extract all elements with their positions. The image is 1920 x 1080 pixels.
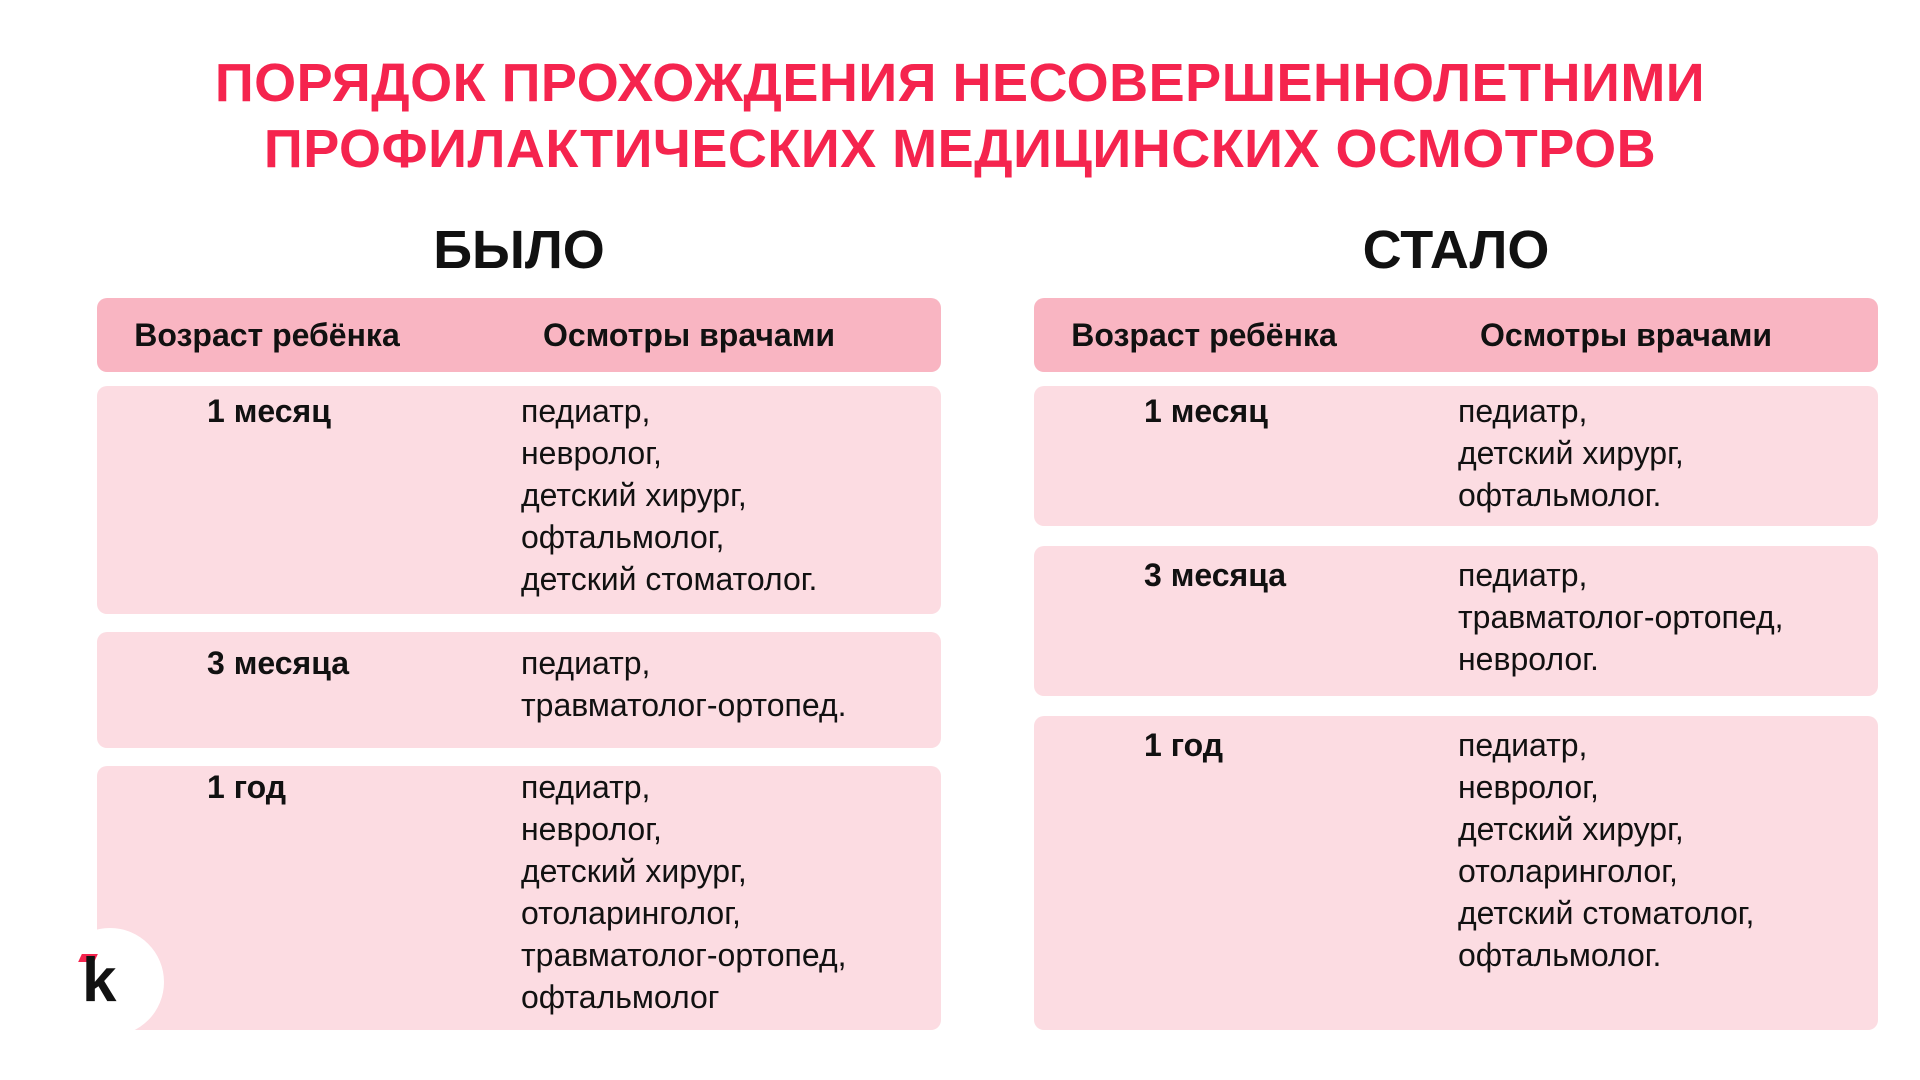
before-table-header [97,298,941,372]
doctor-item: педиатр, [521,393,651,429]
doctor-item: невролог. [1458,641,1599,677]
after-heading: СТАЛО [1362,220,1550,280]
doctor-item: отоларинголог, [521,895,741,931]
before-header-age: Возраст ребёнка [134,317,400,353]
doctor-item: травматолог-ортопед, [1458,599,1784,635]
before-header-doctors: Осмотры врачами [542,317,836,353]
row-age: 1 год [207,769,287,805]
doctor-item: педиатр, [521,645,651,681]
row-doctors-list [521,642,847,726]
doctor-item: отоларинголог, [1458,853,1678,889]
doctor-item: детский хирург, [521,853,747,889]
doctor-item: детский хирург, [521,477,747,513]
doctor-item: офтальмолог. [1458,477,1662,513]
row-age: 3 месяца [1144,557,1287,593]
row-doctors-list [1458,554,1784,680]
before-row-1-month [97,386,941,614]
before-row-1-year [97,766,941,1030]
row-doctors-list [521,766,847,1018]
doctor-item: детский хирург, [1458,811,1684,847]
row-doctors-list [1458,724,1754,976]
after-row-3-months [1034,546,1878,696]
after-header-doctors: Осмотры врачами [1479,317,1773,353]
row-age: 1 месяц [207,393,331,429]
page-title [0,50,1920,182]
doctor-item: педиатр, [1458,393,1588,429]
k-logo-icon [56,928,164,1036]
doctor-item: педиатр, [521,769,651,805]
logo-letter: k [82,946,117,1015]
row-age: 1 месяц [1144,393,1268,429]
doctor-item: невролог, [1458,769,1599,805]
doctor-item: детский стоматолог. [521,561,818,597]
doctor-item: детский хирург, [1458,435,1684,471]
title-line-2: ПРОФИЛАКТИЧЕСКИХ МЕДИЦИНСКИХ ОСМОТРОВ [263,119,1657,179]
row-age: 3 месяца [207,645,350,681]
doctor-item: педиатр, [1458,557,1588,593]
title-line-1: ПОРЯДОК ПРОХОЖДЕНИЯ НЕСОВЕРШЕННОЛЕТНИМИ [214,53,1706,113]
after-table-header [1034,298,1878,372]
after-row-1-month [1034,386,1878,526]
row-age: 1 год [1144,727,1224,763]
doctor-item: детский стоматолог, [1458,895,1755,931]
doctor-item: офтальмолог. [1458,937,1662,973]
doctor-item: травматолог-ортопед. [521,687,847,723]
row-doctors-list [1458,390,1684,516]
after-row-1-year [1034,716,1878,1030]
doctor-item: невролог, [521,811,662,847]
before-heading: БЫЛО [433,220,605,280]
after-header-age: Возраст ребёнка [1071,317,1337,353]
row-doctors-list [521,390,817,600]
before-row-3-months [97,632,941,748]
doctor-item: офтальмолог [521,979,720,1015]
doctor-item: педиатр, [1458,727,1588,763]
doctor-item: невролог, [521,435,662,471]
doctor-item: офтальмолог, [521,519,725,555]
doctor-item: травматолог-ортопед, [521,937,847,973]
